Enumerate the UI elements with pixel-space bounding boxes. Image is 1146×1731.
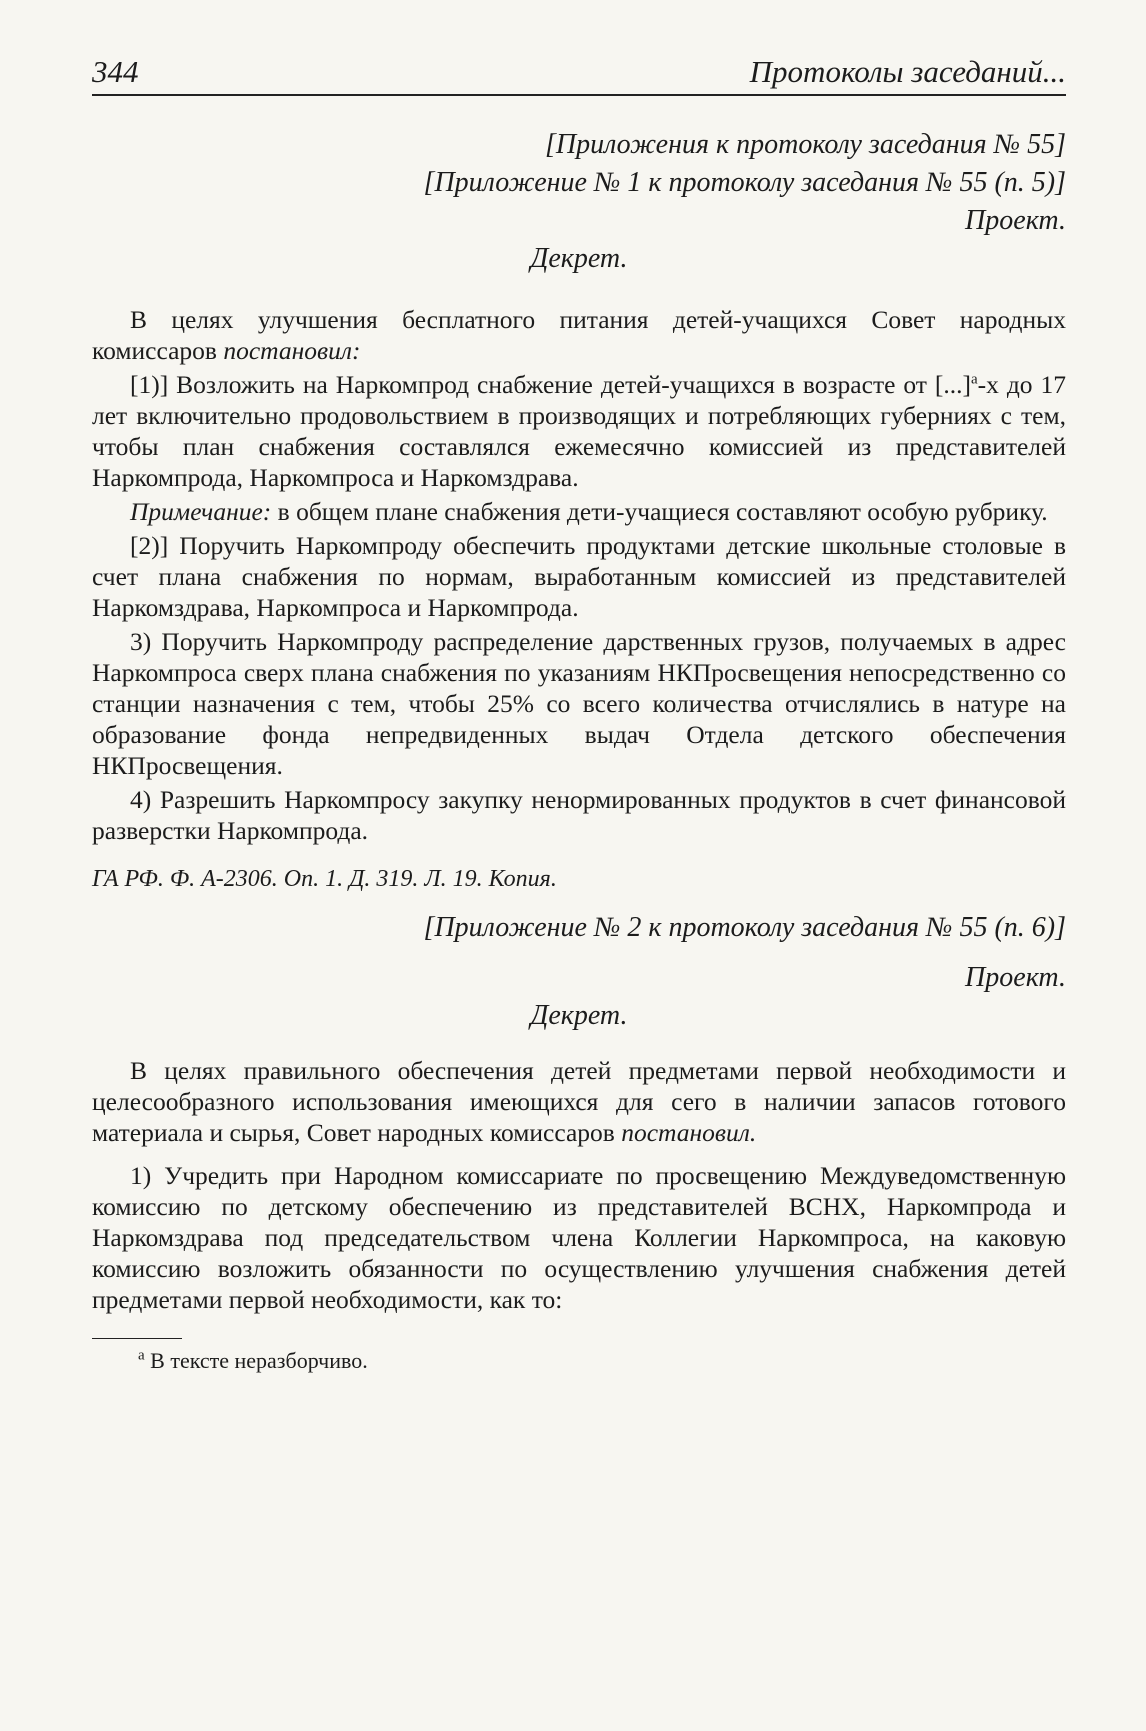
appendix-1-item-1: [1)] Возложить на Наркомпрод снабжение детей-учащихся в возрасте от [...]$^а$-х до 17 лет включительно продовольствием в производящих и потребляющих губерниях с тем, чтобы план снабжения составлялся ежемесячно комиссией из представителей Наркомпрода, Наркомпроса и Наркомздрава. [92, 370, 1066, 492]
footnote-mark: а [138, 1347, 145, 1364]
appendix-2-title: [Приложение № 2 к протоколу заседания № 55 (п. 6)] [423, 912, 1066, 943]
appendix-1-decree-heading: Декрет. [530, 243, 628, 274]
appendix-2-decree-heading: Декрет. [530, 1000, 628, 1031]
footnote-reference: а [970, 371, 978, 388]
appendix-2-item-1: 1) Учредить при Народном комиссариате по просвещению Междуведомственную комиссию по детскому обеспечению из представителей ВСНХ, Наркомпрода и Наркомздрава под председательством члена Коллегии Наркомпроса, на каковую комиссию возложить обязанности по осуществлению улучшения снабжения детей предметами первой необходимости, как то: [92, 1161, 1066, 1314]
appendix-1-item-2: [2)] Поручить Наркомпроду обеспечить продуктами детские школьные столовые в счет плана снабжения по нормам, выработанным комиссией из представителей Наркомздрава, Наркомпроса и Наркомпрода. [92, 531, 1066, 622]
appendix-1-item-3: 3) Поручить Наркомпроду распределение дарственных грузов, получаемых в адрес Наркомпроса сверх плана снабжения по указаниям НКПросвещения непосредственно со станции назначения с тем, чтобы 25% со всего количества отчислялись в натуре на образование фонда непредвиденных выдач Отдела детского обеспечения НКПросвещения. [92, 627, 1066, 780]
footnote-text: В тексте неразборчиво. [144, 1348, 368, 1373]
archive-source-reference: ГА РФ. Ф. А-2306. Оп. 1. Д. 319. Л. 19. Копия. [92, 866, 557, 892]
appendix-2-project-label: Проект. [965, 962, 1066, 993]
appendix-1-item-4: 4) Разрешить Наркомпросу закупку ненормированных продуктов в счет финансовой разверстки Наркомпрода. [92, 785, 1066, 845]
running-title: Протоколы заседаний... [749, 54, 1066, 89]
footnote-divider [92, 1338, 182, 1339]
appendix-1-note: Примечание: в общем плане снабжения дети-учащиеся составляют особую рубрику. [130, 497, 1048, 526]
appendix-2-intro: В целях правильного обеспечения детей предметами первой необходимости и целесообразного использования имеющихся для сего в наличии запасов готового материала и сырья, Совет народных комиссаров постановил. [92, 1056, 1066, 1147]
footnote [92, 1347, 1066, 1375]
appendices-title: [Приложения к протоколу заседания № 55] [545, 129, 1066, 160]
appendix-1-title: [Приложение № 1 к протоколу заседания № 55 (п. 5)] [423, 167, 1066, 198]
appendix-1-body [92, 304, 1066, 846]
appendix-1-project-label: Проект. [965, 205, 1066, 236]
appendix-1-intro: В целях улучшения бесплатного питания детей-учащихся Совет народных комиссаров постановил: [92, 305, 1066, 365]
page-header [92, 44, 1066, 96]
document-page [92, 44, 1066, 1375]
appendix-2-body [92, 1055, 1066, 1315]
page-number: 344 [92, 54, 139, 89]
